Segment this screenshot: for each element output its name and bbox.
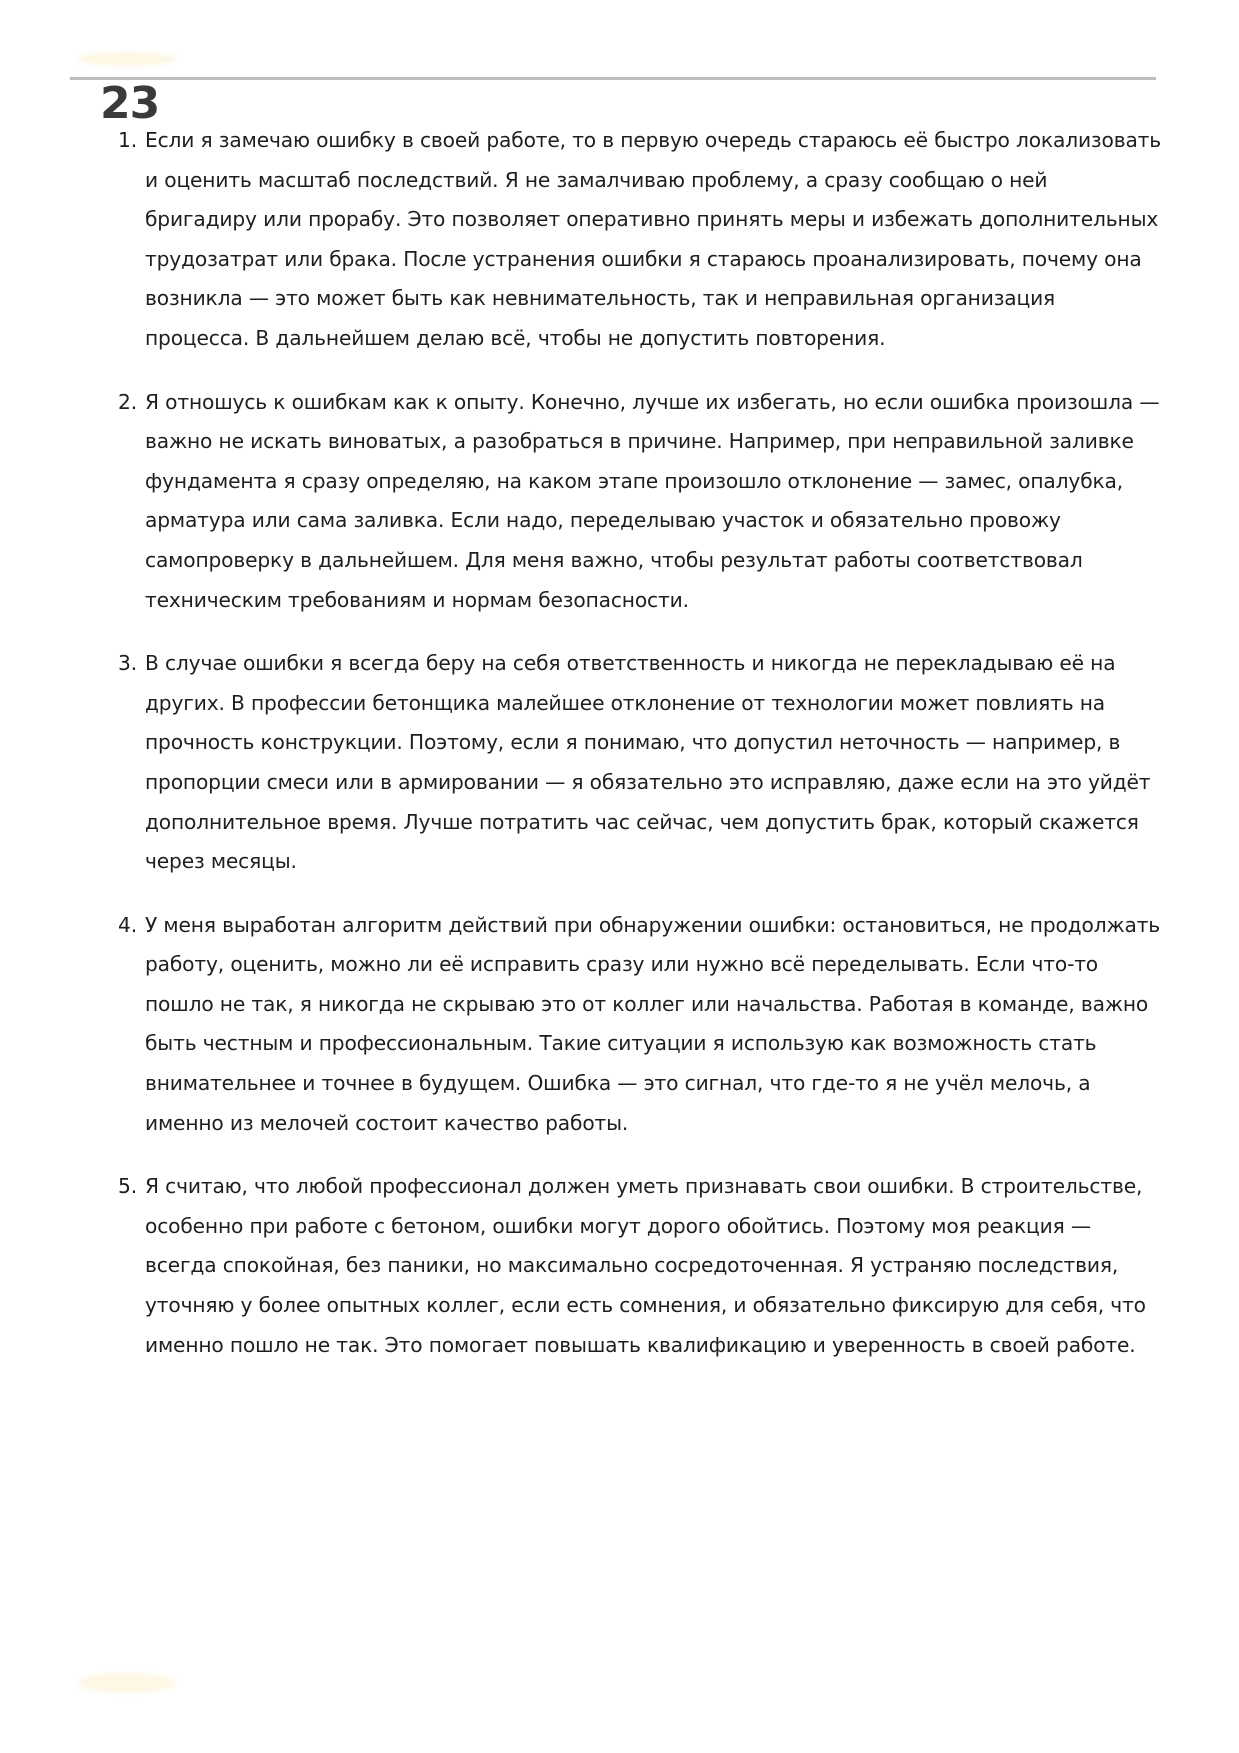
top-tab-highlight (78, 52, 176, 66)
answer-text: У меня выработан алгоритм действий при обнаружении ошибки: остановиться, не продолжать работу, оценить, можно ли её исправить сразу или нужно всё переделывать. Если что-то пошло не так, я никогда не скрываю это от коллег или начальства. Работая в команде, важно быть честным и профессиональным. Такие ситуации я использую как возможность стать внимательнее и точнее в будущем. Ошибка — это сигнал, что где-то я не учёл мелочь, а именно из мелочей состоит качество работы. (145, 912, 1161, 1135)
answer-item (118, 1167, 1168, 1365)
answer-text: Я отношусь к ошибкам как к опыту. Конечно, лучше их избегать, но если ошибка произошла — важно не искать виноватых, а разобраться в причине. Например, при неправильной заливке фундамента я сразу определяю, на каком этапе произошло отклонение — замес, опалубка, арматура или сама заливка. Если надо, переделываю участок и обязательно провожу самопроверку в дальнейшем. Для меня важно, чтобы результат работы соответствовал техническим требованиям и нормам безопасности. (145, 389, 1160, 612)
answer-text: Я считаю, что любой профессионал должен уметь признавать свои ошибки. В строительстве, особенно при работе с бетоном, ошибки могут дорого обойтись. Поэтому моя реакция — всегда спокойная, без паники, но максимально сосредоточенная. Я устраняю последствия, уточняю у более опытных коллег, если есть сомнения, и обязательно фиксирую для себя, что именно пошло не так. Это помогает повышать квалификацию и уверенность в своей работе. (145, 1174, 1146, 1357)
answer-text: Если я замечаю ошибку в своей работе, то в первую очередь стараюсь её быстро локализовать и оценить масштаб последствий. Я не замалчиваю проблему, а сразу сообщаю о ней бригадиру или прорабу. Это позволяет оперативно принять меры и избежать дополнительных трудозатрат или брака. После устранения ошибки я стараюсь проанализировать, почему она возникла — это может быть как невнимательность, так и неправильная организация процесса. В дальнейшем делаю всё, чтобы не допустить повторения. (145, 128, 1162, 350)
answer-item (118, 383, 1168, 621)
answer-text: В случае ошибки я всегда беру на себя ответственность и никогда не перекладываю её на других. В профессии бетонщика малейшее отклонение от технологии может повлиять на прочность конструкции. Поэтому, если я понимаю, что допустил неточность — например, в пропорции смеси или в армировании — я обязательно это исправляю, даже если на это уйдёт дополнительное время. Лучше потратить час сейчас, чем допустить брак, который скажется через месяцы. (145, 651, 1151, 874)
answer-number: 5. (118, 1174, 137, 1199)
bottom-tab-highlight (78, 1673, 176, 1693)
answer-number: 2. (118, 389, 137, 414)
answer-item (118, 906, 1168, 1144)
answer-number: 4. (118, 912, 137, 937)
page-number: 23 (100, 78, 160, 129)
answer-list (118, 121, 1168, 1389)
answer-number: 3. (118, 651, 137, 676)
header-rule (70, 77, 1156, 80)
answer-number: 1. (118, 128, 137, 152)
answer-item (118, 121, 1168, 359)
answer-item (118, 644, 1168, 882)
